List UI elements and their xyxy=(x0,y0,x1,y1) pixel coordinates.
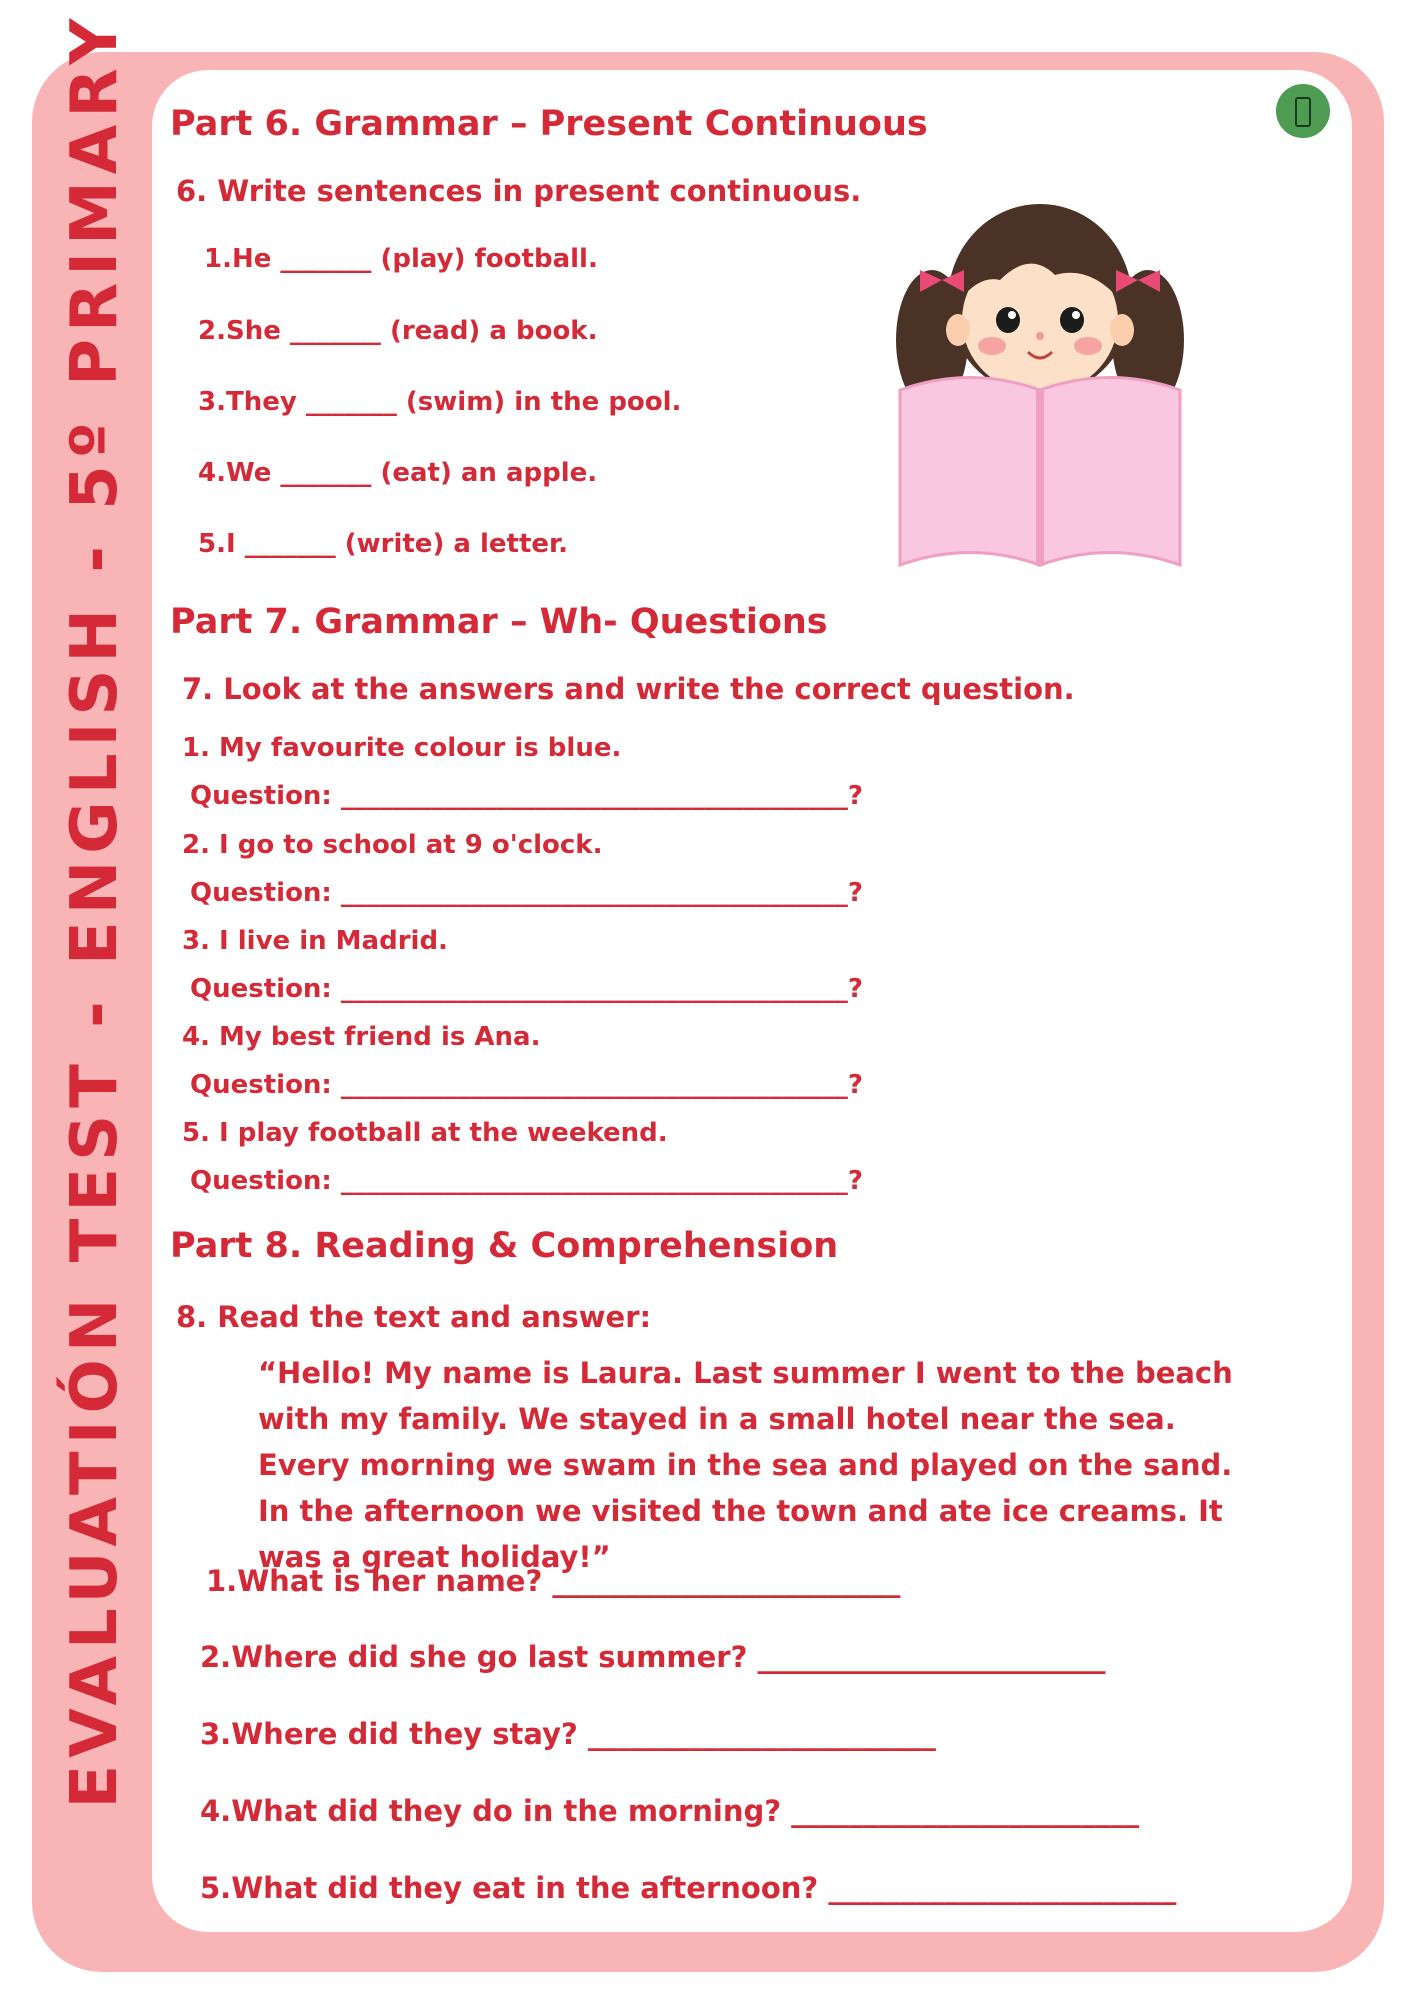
part7-answer: 4. My best friend is Ana. xyxy=(182,1022,541,1052)
part7-question-line: Question: _______________________________________? xyxy=(190,878,863,908)
part8-instruction: 8. Read the text and answer: xyxy=(176,1300,652,1334)
part8-question: 4.What did they do in the morning? ________________________ xyxy=(200,1794,1140,1828)
part8-question: 3.Where did they stay? ________________________ xyxy=(200,1717,936,1751)
part7-answer: 5. I play football at the weekend. xyxy=(182,1118,668,1148)
part7-question-line: Question: _______________________________________? xyxy=(190,781,863,811)
part8-question: 1.What is her name? ________________________ xyxy=(206,1564,901,1598)
side-title: EVALUATIÓN TEST - ENGLISH - 5º PRIMARY xyxy=(58,11,132,1809)
part7-question-line: Question: _______________________________________? xyxy=(190,974,863,1004)
girl-reading-illustration xyxy=(880,180,1200,570)
part7-answer: 3. I live in Madrid. xyxy=(182,926,448,956)
part6-item: 5.I _______ (write) a letter. xyxy=(198,529,569,559)
part8-question: 2.Where did she go last summer? ________________________ xyxy=(200,1640,1106,1674)
part7-instruction: 7. Look at the answers and write the correct question. xyxy=(182,672,1075,706)
part6-item: 1.He _______ (play) football. xyxy=(204,244,598,274)
part6-item: 4.We _______ (eat) an apple. xyxy=(198,458,598,488)
part6-item: 3.They _______ (swim) in the pool. xyxy=(198,387,682,417)
part7-answer: 1. My favourite colour is blue. xyxy=(182,733,622,763)
part6-title: Part 6. Grammar – Present Continuous xyxy=(170,104,928,144)
part8-question: 5.What did they eat in the afternoon? ________________________ xyxy=(200,1871,1177,1905)
part7-question-line: Question: _______________________________________? xyxy=(190,1070,863,1100)
part8-title: Part 8. Reading & Comprehension xyxy=(170,1226,839,1266)
part7-answer: 2. I go to school at 9 o'clock. xyxy=(182,830,603,860)
publisher-logo-icon xyxy=(1276,84,1330,138)
part7-question-line: Question: _______________________________________? xyxy=(190,1166,863,1196)
reading-text: “Hello! My name is Laura. Last summer I went to the beach with my family. We stayed in a small hotel near the sea. Every morning we swam in the sea and played on the sand. In the afternoon we visited the town and ate ice creams. It was a great holiday!” xyxy=(258,1356,1233,1574)
part7-title: Part 7. Grammar – Wh- Questions xyxy=(170,602,828,642)
part6-instruction: 6. Write sentences in present continuous. xyxy=(176,174,862,208)
part6-item: 2.She _______ (read) a book. xyxy=(198,316,598,346)
